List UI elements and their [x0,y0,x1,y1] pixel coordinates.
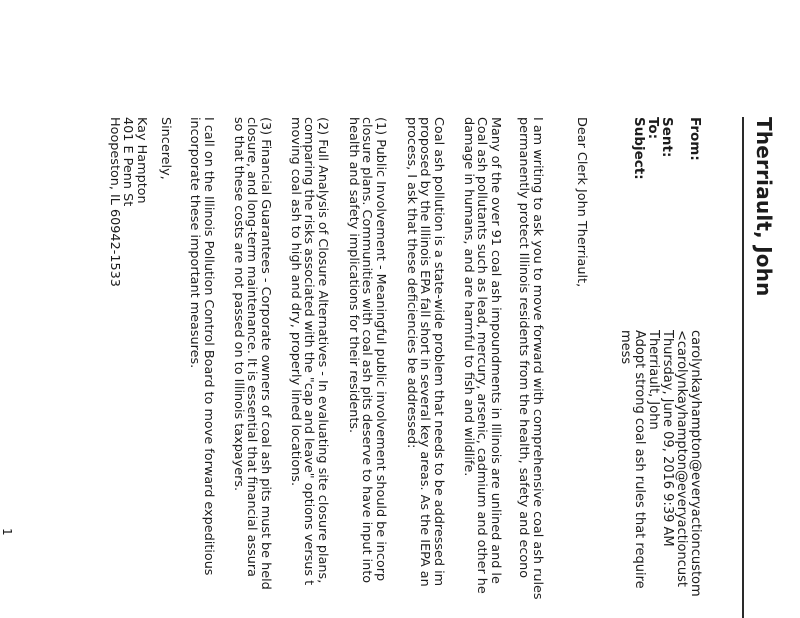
paragraph-line: incorporate these important measures. [187,117,203,369]
paragraph-line: I call on the Illinois Pollution Control Board to move forward expeditious [201,117,216,576]
from-value-line-2: <carolynkayhampton@everyactioncust [674,330,689,587]
paragraph-impoundments [461,117,502,594]
paragraph-line: (2) Full Analysis of Closure Alternatives - In evaluating site closure plans, [315,117,330,584]
paragraph-line: I am writing to ask you to move forward with comprehensive coal ash rules [530,117,545,600]
paragraph-closure-alternatives [288,117,329,585]
paragraph-line: moving coal ash to high and dry, properly lined locations. [287,117,303,487]
to-label: To: [645,117,661,140]
paragraph-line: proposed by the Illinois EPA fall short in several key areas. As the IEPA an [417,117,433,587]
paragraph-line: (3) Financial Guarantees - Corporate owners of coal ash pits must be held [258,117,273,590]
signature-name: Kay Hampton [134,117,149,204]
subject-value-line-2: mess [618,330,633,365]
sent-value: Thursday, June 09, 2016 9:39 AM [660,330,675,547]
to-value: Therriault, John [646,330,661,430]
signature-city: Hoopeston, IL 60942-1533 [106,117,122,287]
title-divider [742,117,744,618]
from-label: From: [687,117,703,161]
paragraph-line: Many of the over 91 coal ash impoundments in Illinois are unlined and le [488,117,503,584]
paragraph-statewide [404,117,445,587]
paragraph-line: closure, and long-term maintenance. It is essential that financial assura [244,117,260,578]
sent-label: Sent: [659,117,675,158]
closing: Sincerely, [158,117,173,180]
paragraph-line: (1) Public Involvement - Meaningful public involvement should be incorp [373,117,388,582]
paragraph-line: process, I ask that these deficiencies be addressed: [403,117,419,449]
paragraph-public-involvement [346,117,387,583]
paragraph-line: health and safety implications for their residents. [345,117,361,434]
salutation: Dear Clerk John Therriault, [574,117,589,288]
paragraph-financial-guarantees [231,117,272,590]
paragraph-line: comparing the risks associated with the "cap and leave" options versus t [301,117,317,586]
subject-label: Subject: [631,117,647,180]
paragraph-call-to-action [188,117,215,575]
paragraph-line: permanently protect Illinois residents from the health, safety and econo [516,117,532,579]
document-title: Therriault, John [752,117,776,297]
paragraph-line: Coal ash pollutants such as lead, mercury, arsenic, cadmium and other he [474,117,490,594]
page-number: 1 [0,528,14,536]
signature-block [107,117,148,287]
signature-street: 401 E Penn St [120,117,136,207]
paragraph-line: damage in humans, and are harmful to fish and wildlife. [460,117,476,477]
paragraph-line: Coal ash pollution is a state-wide problem that needs to be addressed im [431,117,446,587]
subject-value-line-1: Adopt strong coal ash rules that require [632,330,647,589]
paragraph-line: so that these costs are not passed on to Illinois taxpayers. [230,117,246,492]
from-value-line-1: carolynkayhampton@everyactioncustom [688,330,703,597]
paragraph-line: closure plans. Communities with coal ash pits deserve to have input into [359,117,375,584]
paragraph-intro [517,117,544,600]
